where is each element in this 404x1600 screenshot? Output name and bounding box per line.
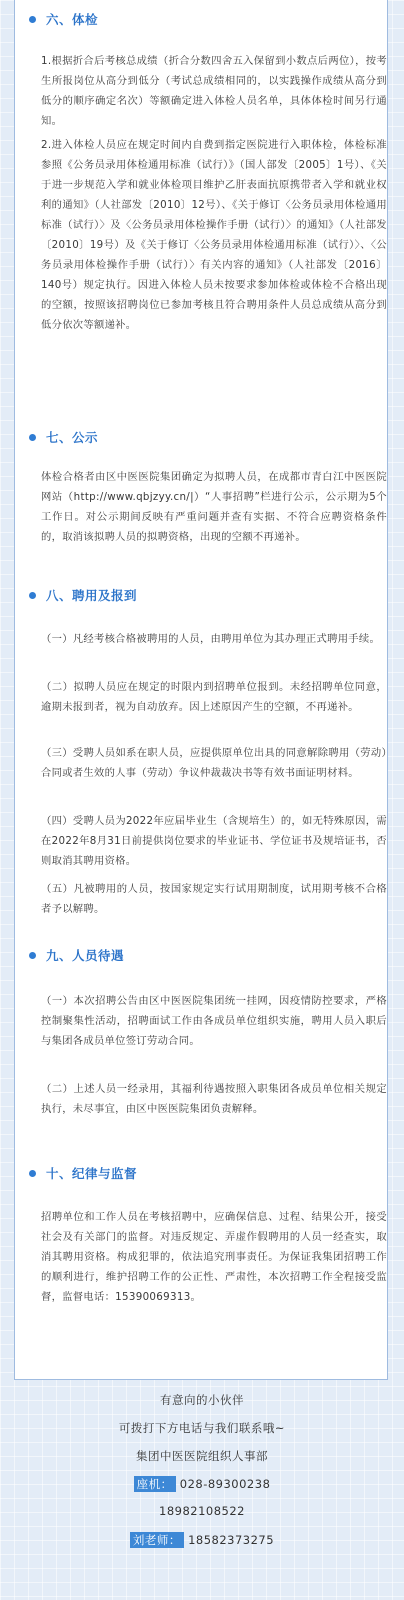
section-8-title: 八、聘用及报到 bbox=[46, 588, 138, 603]
teacher-label: 刘老师： bbox=[130, 1532, 184, 1548]
bullet-dot-icon bbox=[29, 434, 36, 441]
bullet-dot-icon bbox=[29, 952, 36, 959]
section-9-paragraph-2: （二）上述人员一经录用，其福利待遇按照入职集团各成员单位相关规定执行，未尽事宜，由区中医医院集团负责解释。 bbox=[41, 1083, 387, 1115]
section-10-title: 十、纪律与监督 bbox=[46, 1166, 138, 1181]
teacher-phone[interactable]: 18582373275 bbox=[188, 1533, 275, 1547]
section-8-header bbox=[29, 585, 137, 605]
footer-line-2: 可拨打下方电话与我们联系哦~ bbox=[118, 1421, 286, 1435]
section-9-title: 九、人员待遇 bbox=[46, 948, 125, 963]
footer-line-3: 集团中医医院组织人事部 bbox=[136, 1449, 268, 1463]
section-7-paragraph-1: 体检合格者由区中医医院集团确定为拟聘人员，在成都市青白江中医医院网站（http://www.qbjzyy.cn/|）“人事招聘”栏进行公示，公示期为5个工作日。对公示期间反映有严重问题并查有实据、不符合应聘资格条件的，取消该拟聘人员的拟聘资格，出现的空额不再递补。 bbox=[41, 471, 387, 543]
seat-label: 座机： bbox=[134, 1476, 176, 1492]
section-10-header bbox=[29, 1163, 137, 1183]
footer-seat-line bbox=[0, 1476, 404, 1492]
announcement-card bbox=[14, 0, 388, 1380]
section-6-paragraph-1: 1.根据折合后考核总成绩（折合分数四舍五入保留到小数点后两位），按考生所报岗位从高分到低分（考试总成绩相同的，以实践操作成绩从高分到低分的顺序确定名次）等额确定进入体检人员名单，具体体检时间另行通知。 bbox=[41, 55, 387, 127]
section-10-paragraph-1: 招聘单位和工作人员在考核招聘中，应确保信息、过程、结果公开，接受社会及有关部门的监督。对违反规定、弄虚作假聘用的人员一经查实，取消其聘用资格。构成犯罪的，依法追究刑事责任。为保证我集团招聘工作的顺利进行，维护招聘工作的公正性、严肃性，本次招聘工作全程接受监督，监督电话：15390069313。 bbox=[41, 1211, 387, 1303]
section-7-title: 七、公示 bbox=[46, 430, 99, 445]
bullet-dot-icon bbox=[29, 16, 36, 23]
bullet-dot-icon bbox=[29, 592, 36, 599]
seat-phone[interactable]: 028-89300238 bbox=[179, 1477, 271, 1491]
section-8-paragraph-5: （五）凡被聘用的人员，按国家规定实行试用期制度，试用期考核不合格者予以解聘。 bbox=[41, 883, 387, 915]
section-8-paragraph-2: （二）拟聘人员应在规定的时限内到招聘单位报到。未经招聘单位同意，逾期未报到者，视为自动放弃。因上述原因产生的空额，不再递补。 bbox=[41, 681, 387, 713]
section-9-paragraph-1: （一）本次招聘公告由区中医医院集团统一挂网，因疫情防控要求，严格控制聚集性活动，招聘面试工作由各成员单位组织实施，聘用人员入职后与集团各成员单位签订劳动合同。 bbox=[41, 995, 387, 1047]
bullet-dot-icon bbox=[29, 1170, 36, 1177]
section-7-header bbox=[29, 427, 98, 447]
section-8-paragraph-3: （三）受聘人员如系在职人员，应提供原单位出具的同意解除聘用（劳动）合同或者生效的人事（劳动）争议仲裁裁决书等有效书面证明材料。 bbox=[41, 747, 387, 779]
footer-phone-2[interactable]: 18982108522 bbox=[159, 1504, 245, 1518]
footer-teacher-line bbox=[0, 1532, 404, 1548]
section-6-title: 六、体检 bbox=[46, 12, 99, 27]
section-9-header bbox=[29, 945, 124, 965]
section-6-header bbox=[29, 9, 98, 29]
section-6-paragraph-2: 2.进入体检人员应在规定时间内自费到指定医院进行入职体检，体检标准参照《公务员录用体检通用标准（试行）》（国人部发〔2005〕1号）、《关于进一步规范入学和就业体检项目维护乙肝表面抗原携带者入学和就业权利的通知》（人社部发〔2010〕12号）、《关于修订〈公务员录用体检通用标准（试行）〉及〈公务员录用体检操作手册（试行）〉的通知》（人社部发〔2010〕19号）及《关于修订〈公务员录用体检通用标准（试行）〉、〈公务员录用体检操作手册（试行）〉有关内容的通知》（人社部发〔2016〕140号）规定执行。因进入体检人员未按要求参加体检或体检不合格出现的空额，按照该招聘岗位已参加考核且符合聘用条件人员总成绩从高分到低分依次等额递补。 bbox=[41, 139, 387, 331]
footer-line-1: 有意向的小伙伴 bbox=[160, 1393, 244, 1407]
section-8-paragraph-4: （四）受聘人员为2022年应届毕业生（含规培生）的，如无特殊原因，需在2022年8月31日前提供岗位要求的毕业证书、学位证书及规培证书，否则取消其聘用资格。 bbox=[41, 815, 387, 867]
section-8-paragraph-1: （一）凡经考核合格被聘用的人员，由聘用单位为其办理正式聘用手续。 bbox=[41, 633, 381, 645]
